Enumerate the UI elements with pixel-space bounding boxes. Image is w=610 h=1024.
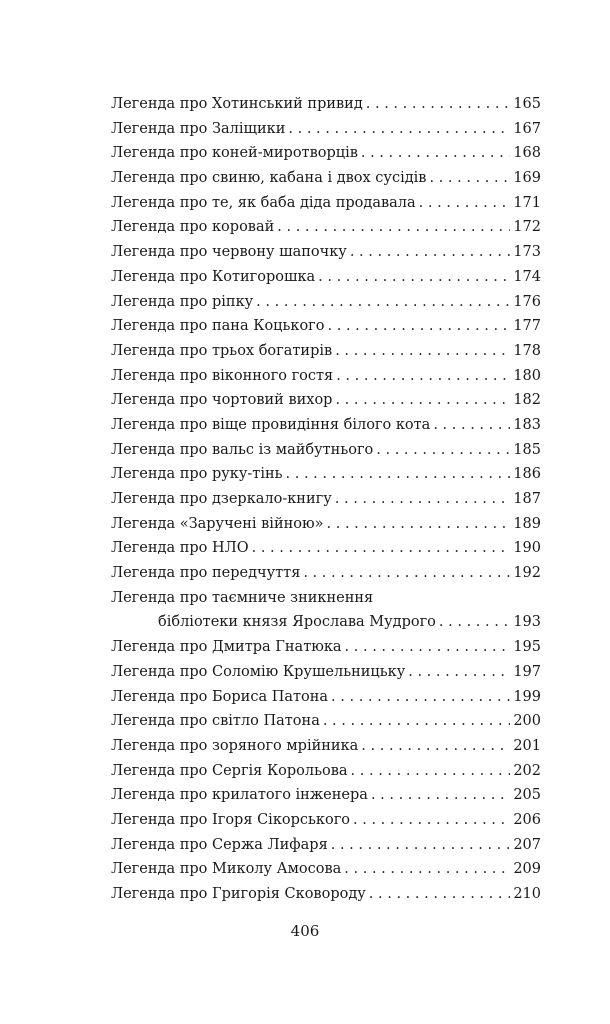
dot-leader [323,709,510,734]
toc-entry-title: Легенда про пана Коцького [111,318,325,335]
toc-entry-title: Легенда про червону шапочку [111,244,347,261]
toc-entry [111,487,541,512]
toc-entry [111,117,541,142]
page-number: 406 [290,922,320,940]
toc-entry-title: Легенда про коровай [111,219,275,236]
dot-leader [366,92,511,117]
dot-leader [335,388,510,413]
dot-leader [351,759,511,784]
toc-entry-page: 178 [513,342,541,359]
toc-entry-page: 189 [513,515,541,532]
dot-leader [371,783,510,808]
toc-entry [111,92,541,117]
toc-entry-page: 165 [513,96,541,112]
toc-entry [111,783,541,808]
toc-entry-title: Легенда про віще провидіння білого кота [111,416,431,433]
toc-entry-page: 202 [513,762,541,779]
toc-entry [111,265,541,290]
toc-entry-page: 171 [513,194,541,211]
toc-entry-title: Легенда про Соломію Крушельницьку [111,663,406,680]
toc-entry-page: 201 [513,737,541,754]
toc-entry-page: 172 [513,219,541,236]
dot-leader [318,265,510,290]
dot-leader [361,734,510,759]
toc-entry [111,462,541,487]
toc-entry-title: Легенда про Сергія Корольова [111,762,348,779]
toc-entry-title: Легенда про зоряного мрійника [111,737,359,754]
toc-entry-page: 176 [513,293,541,310]
toc-entry-title: Легенда про руку-тінь [111,466,283,483]
toc-entry-page: 185 [513,441,541,458]
toc-entry-page: 180 [513,367,541,384]
dot-leader [376,438,510,463]
toc-entry [111,734,541,759]
toc-entry-page: 177 [513,318,541,335]
toc-entry [111,364,541,389]
toc-entry-title: Легенда про світло Патона [111,713,320,730]
toc-entry-page: 206 [513,811,541,828]
toc-entry-page: 209 [513,861,541,878]
dot-leader [344,857,510,882]
toc-entry [111,882,541,907]
toc-entry-title: Легенда «Заручені війною» [111,515,324,532]
toc-entry-title: Легенда про Сержа Лифаря [111,836,328,853]
toc-entry [111,759,541,784]
toc-entry-page: 174 [513,268,541,285]
toc-entry-page: 193 [513,614,541,631]
toc-entry-page: 168 [513,145,541,162]
toc-entry [111,660,541,685]
toc-entry-page: 186 [513,466,541,483]
toc-entry [111,166,541,191]
toc-entry [111,586,541,611]
toc-entry-page: 195 [513,639,541,656]
toc-entry [111,438,541,463]
toc-entry-title: Легенда про передчуття [111,565,301,582]
toc-entry [111,808,541,833]
dot-leader [252,536,511,561]
toc-entry-page: 182 [513,392,541,409]
toc-entry-title: Легенда про Ігоря Сікорського [111,811,351,828]
toc-entry-title: Легенда про Заліщики [111,120,286,137]
dot-leader [288,117,510,142]
toc-entry-page: 167 [513,120,541,137]
dot-leader [369,882,511,907]
toc-entry-page: 187 [513,491,541,507]
toc-entry-title: Легенда про чортовий вихор [111,392,333,409]
toc-entry-title: Легенда про дзеркало-книгу [111,491,332,507]
dot-leader [353,808,510,833]
toc-entry-title: Легенда про те, як баба діда продавала [111,194,416,211]
toc-entry-title: Легенда про Котигорошка [111,268,316,285]
toc-entry-page: 183 [513,416,541,433]
dot-leader [345,635,511,660]
toc-entry-title: Легенда про віконного гостя [111,367,334,384]
toc-entry-continued [111,610,541,635]
toc-entry [111,685,541,710]
toc-entry [111,290,541,315]
toc-entry [111,536,541,561]
toc-entry-page: 169 [513,170,541,187]
toc-entry [111,561,541,586]
dot-leader [277,215,510,240]
dot-leader [433,413,510,438]
table-of-contents [111,92,541,907]
toc-entry-title: Легенда про таємниче зникнення [111,589,374,606]
dot-leader [286,462,511,487]
toc-entry [111,240,541,265]
toc-entry-page: 192 [513,565,541,582]
toc-entry [111,857,541,882]
toc-entry [111,413,541,438]
toc-entry-page: 173 [513,244,541,261]
toc-entry [111,635,541,660]
toc-entry-title: Легенда про ріпку [111,293,254,310]
dot-leader [335,339,510,364]
toc-entry-page: 210 [513,886,541,902]
dot-leader [350,240,510,265]
toc-entry-title: Легенда про крилатого інженера [111,787,368,804]
toc-entry-title: Легенда про Григорія Сковороду [111,886,366,902]
toc-entry [111,215,541,240]
toc-entry-title: Легенда про коней-миротворців [111,145,358,162]
toc-entry-page: 197 [513,663,541,680]
dot-leader [429,166,510,191]
toc-entry-page: 190 [513,540,541,557]
dot-leader [336,364,510,389]
toc-entry [111,314,541,339]
dot-leader [303,561,510,586]
dot-leader [439,610,510,635]
toc-entry-page: 207 [513,836,541,853]
toc-entry-title: Легенда про Дмитра Гнатюка [111,639,342,656]
dot-leader [327,512,511,537]
dot-leader [328,314,511,339]
toc-entry-title: Легенда про НЛО [111,540,249,557]
toc-entry-page: 199 [513,688,541,705]
toc-entry-title: Легенда про Миколу Амосова [111,861,342,878]
toc-entry-title: Легенда про Хотинський привид [111,96,363,112]
toc-entry [111,388,541,413]
toc-entry [111,141,541,166]
toc-entry [111,512,541,537]
toc-entry [111,833,541,858]
toc-entry [111,339,541,364]
toc-entry-title-continued: бібліотеки князя Ярослава Мудрого [158,614,436,631]
toc-entry [111,709,541,734]
toc-entry-page: 205 [513,787,541,804]
dot-leader [408,660,510,685]
dot-leader [331,685,510,710]
dot-leader [335,487,511,512]
toc-entry [111,191,541,216]
toc-entry-title: Легенда про Бориса Патона [111,688,329,705]
toc-entry-title: Легенда про свиню, кабана і двох сусідів [111,170,427,187]
dot-leader [419,191,511,216]
toc-entry-title: Легенда про трьох богатирів [111,342,333,359]
toc-entry-page: 200 [513,713,541,730]
dot-leader [361,141,510,166]
toc-entry-title: Легенда про вальс із майбутнього [111,441,374,458]
dot-leader [331,833,511,858]
dot-leader [256,290,510,315]
